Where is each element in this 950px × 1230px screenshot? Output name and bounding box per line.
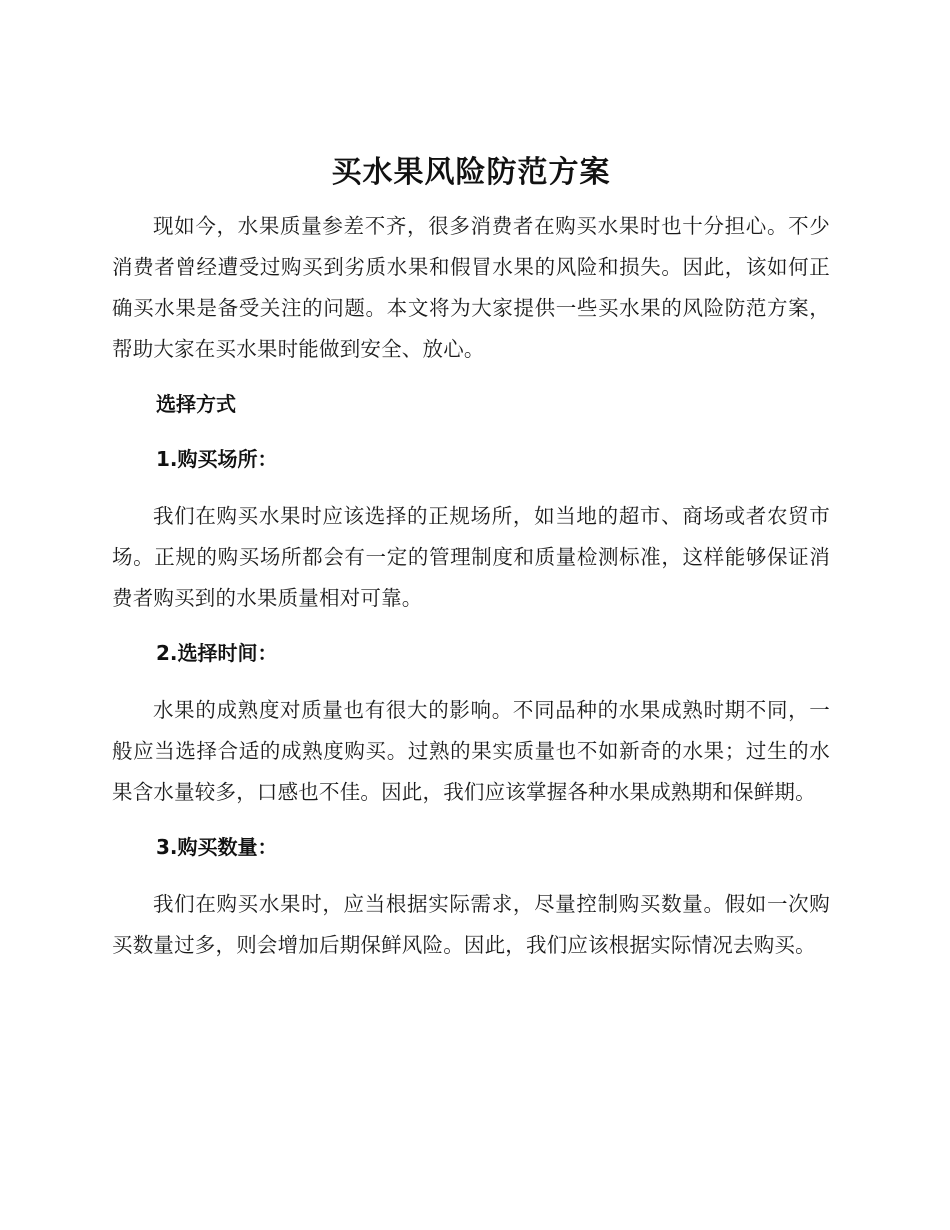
item-heading-timing: 2.选择时间： (156, 641, 278, 665)
spacer (112, 868, 830, 884)
section-heading: 选择方式 (156, 392, 236, 416)
item-body-timing: 水果的成熟度对质量也有很大的影响。不同品种的水果成熟时期不同，一般应当选择合适的成熟度购买。过熟的果实质量也不如新奇的水果；过生的水果含水量较多，口感也不佳。因此，我们应该掌握各种水果成熟期和保鲜期。 (112, 698, 830, 804)
spacer (112, 480, 830, 496)
item-body-location: 我们在购买水果时应该选择的正规场所，如当地的超市、商场或者农贸市场。正规的购买场所都会有一定的管理制度和质量检测标准，这样能够保证消费者购买到的水果质量相对可靠。 (112, 504, 830, 610)
spacer (112, 674, 830, 690)
spacer (112, 619, 830, 633)
spacer (112, 425, 830, 439)
item-body-quantity: 我们在购买水果时，应当根据实际需求，尽量控制购买数量。假如一次购买数量过多，则会增加后期保鲜风险。因此，我们应该根据实际情况去购买。 (112, 892, 830, 957)
intro-paragraph: 现如今，水果质量参差不齐，很多消费者在购买水果时也十分担心。不少消费者曾经遭受过购买到劣质水果和假冒水果的风险和损失。因此，该如何正确买水果是备受关注的问题。本文将为大家提供一些买水果的风险防范方案，帮助大家在买水果时能做到安全、放心。 (112, 214, 830, 361)
document-title: 买水果风险防范方案 (331, 155, 611, 190)
document-page (112, 150, 830, 966)
spacer (112, 370, 830, 384)
item-heading-quantity: 3.购买数量： (156, 835, 278, 859)
spacer (112, 813, 830, 827)
item-heading-location: 1.购买场所： (156, 447, 278, 471)
